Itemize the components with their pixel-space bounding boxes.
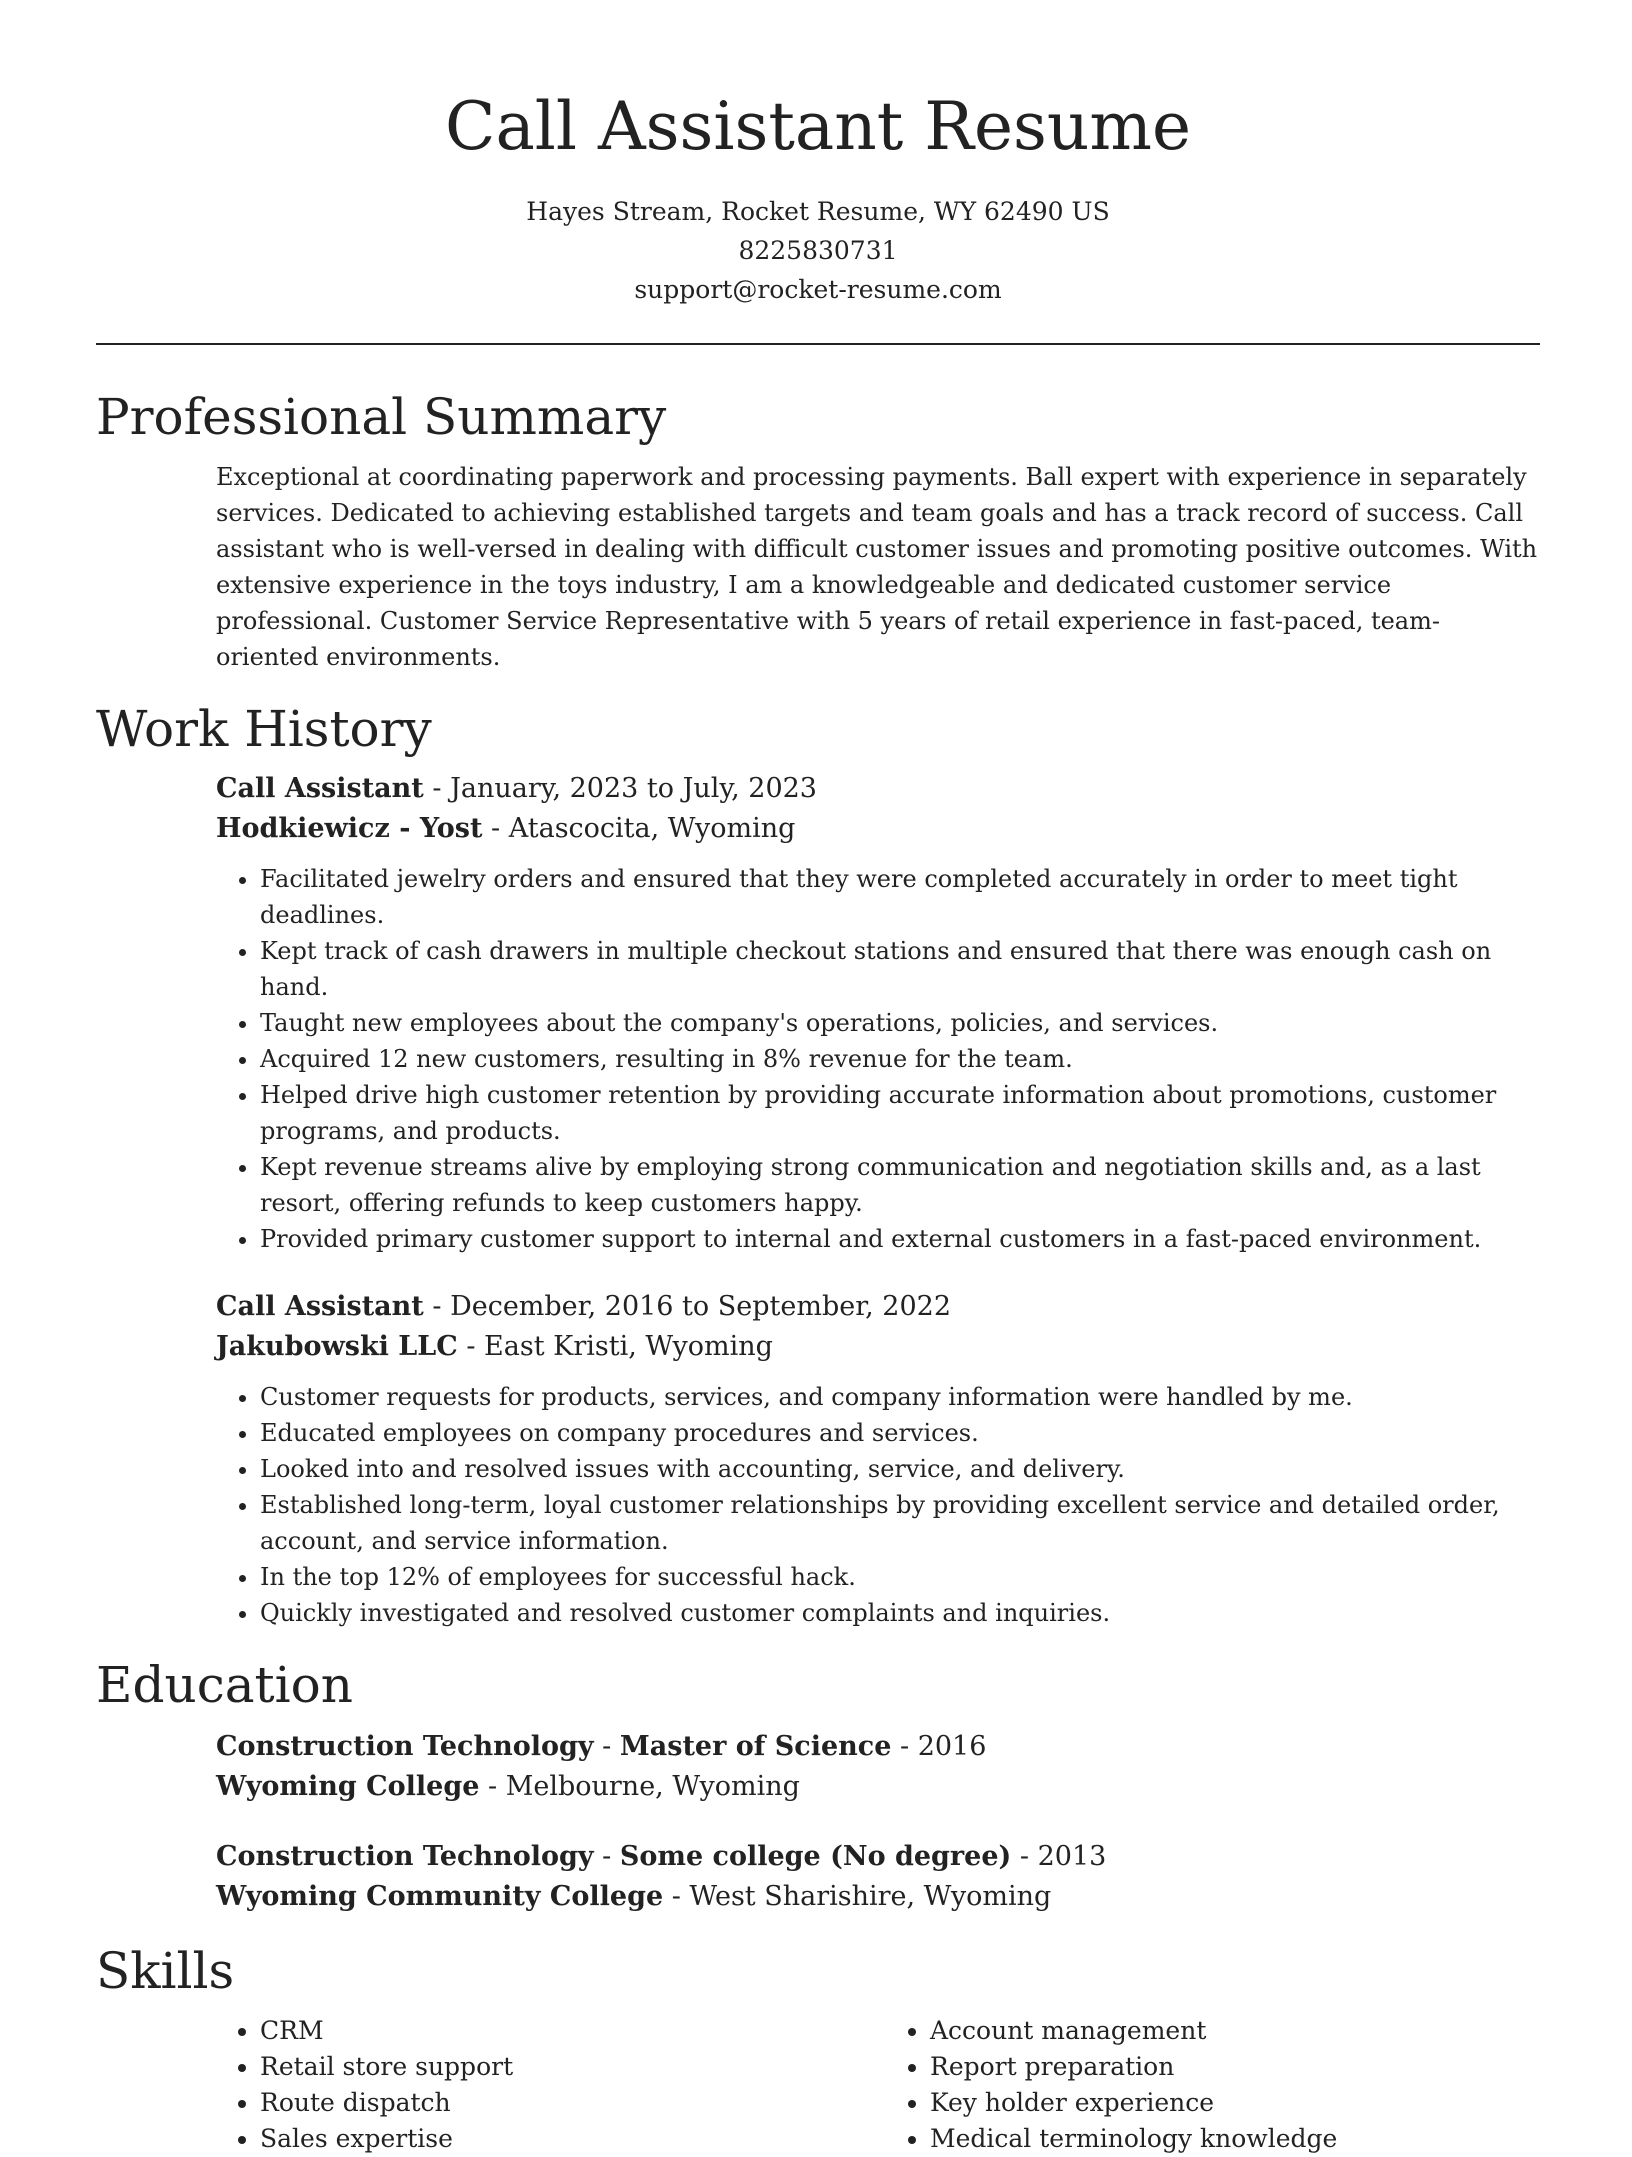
contact-block bbox=[96, 192, 1540, 309]
skill-item: • Report preparation bbox=[930, 2049, 1556, 2085]
summary-text: Exceptional at coordinating paperwork and processing payments. Ball expert with experience in separately services. Dedicated to achieving established targets and team goals and has a track record of success. Call assistant who is well-versed in dealing with difficult customer issues and promoting positive outcomes. With extensive experience in the toys industry, I am a knowledgeable and dedicated customer service professional. Customer Service Representative with 5 years of retail experience in fast-paced, team-oriented environments. bbox=[216, 463, 1538, 671]
job-role: Call Assistant bbox=[216, 1291, 424, 1322]
list-item: • Looked into and resolved issues with accounting, service, and delivery. bbox=[260, 1451, 1540, 1487]
list-item: • Quickly investigated and resolved customer complaints and inquiries. bbox=[260, 1595, 1540, 1631]
list-item: • Facilitated jewelry orders and ensured that they were completed accurately in order to meet tight deadlines. bbox=[260, 861, 1540, 933]
education-section bbox=[216, 1727, 1540, 1917]
education-degree: Some college (No degree) bbox=[619, 1841, 1012, 1872]
list-item: • Acquired 12 new customers, resulting in 8% revenue for the team. bbox=[260, 1041, 1540, 1077]
job-location: - Atascocita, Wyoming bbox=[482, 813, 796, 844]
skills-columns bbox=[216, 2013, 1556, 2157]
skill-item: • Sales expertise bbox=[260, 2121, 886, 2157]
skill-item: • Medical terminology knowledge bbox=[930, 2121, 1556, 2157]
job-role: Call Assistant bbox=[216, 773, 424, 804]
contact-address: Hayes Stream, Rocket Resume, WY 62490 US bbox=[526, 197, 1110, 226]
list-item: • Educated employees on company procedures and services. bbox=[260, 1415, 1540, 1451]
list-item: • Kept track of cash drawers in multiple checkout stations and ensured that there was enough cash on hand. bbox=[260, 933, 1540, 1005]
job-company: Hodkiewicz - Yost bbox=[216, 813, 483, 844]
education-school: Wyoming Community College bbox=[216, 1881, 664, 1912]
education-school-line bbox=[216, 1877, 1540, 1917]
job-company: Jakubowski LLC bbox=[216, 1331, 458, 1362]
education-field: Construction Technology bbox=[216, 1731, 594, 1762]
resume-page bbox=[96, 0, 1540, 2157]
job-company-line bbox=[216, 1327, 1540, 1367]
skills-list-right bbox=[886, 2013, 1556, 2157]
education-entry bbox=[216, 1837, 1540, 1917]
skills-heading: Skills bbox=[96, 1942, 235, 2000]
education-year: 2016 bbox=[917, 1731, 987, 1762]
education-year: 2013 bbox=[1037, 1841, 1107, 1872]
list-item: • Helped drive high customer retention by providing accurate information about promotions, customer programs, and products. bbox=[260, 1077, 1540, 1149]
education-degree: Master of Science bbox=[619, 1731, 892, 1762]
list-item: • Customer requests for products, services, and company information were handled by me. bbox=[260, 1379, 1540, 1415]
education-heading: Education bbox=[96, 1656, 353, 1714]
list-item: • Established long-term, loyal customer relationships by providing excellent service and detailed order, account, and service information. bbox=[260, 1487, 1540, 1559]
skill-item: • CRM bbox=[260, 2013, 886, 2049]
list-item: • In the top 12% of employees for successful hack. bbox=[260, 1559, 1540, 1595]
job-entry bbox=[216, 769, 1540, 1257]
job-dates: - December, 2016 to September, 2022 bbox=[423, 1291, 952, 1322]
education-location: - West Sharishire, Wyoming bbox=[663, 1881, 1052, 1912]
job-entry bbox=[216, 1287, 1540, 1631]
job-company-line bbox=[216, 809, 1540, 849]
job-dates: - January, 2023 to July, 2023 bbox=[423, 773, 817, 804]
education-location: - Melbourne, Wyoming bbox=[479, 1771, 800, 1802]
education-school: Wyoming College bbox=[216, 1771, 480, 1802]
job-title-line bbox=[216, 1287, 1540, 1327]
skills-section bbox=[216, 2013, 1540, 2157]
summary-section bbox=[216, 459, 1540, 675]
header-divider bbox=[96, 343, 1540, 345]
list-item: • Kept revenue streams alive by employing strong communication and negotiation skills and, as a last resort, offering refunds to keep customers happy. bbox=[260, 1149, 1540, 1221]
job-bullets bbox=[216, 861, 1540, 1257]
skill-item: • Retail store support bbox=[260, 2049, 886, 2085]
contact-phone: 8225830731 bbox=[738, 236, 898, 265]
skill-item: • Route dispatch bbox=[260, 2085, 886, 2121]
education-field: Construction Technology bbox=[216, 1841, 594, 1872]
job-title-line bbox=[216, 769, 1540, 809]
education-degree-line: Construction Technology - Master of Science - 2016 bbox=[216, 1731, 987, 1762]
education-school-line bbox=[216, 1767, 1540, 1807]
education-degree-line: Construction Technology - Some college (No degree) - 2013 bbox=[216, 1841, 1107, 1872]
work-history-heading: Work History bbox=[96, 700, 432, 758]
education-entry bbox=[216, 1727, 1540, 1807]
skills-list-left bbox=[216, 2013, 886, 2157]
work-history-section bbox=[216, 769, 1540, 1631]
job-location: - East Kristi, Wyoming bbox=[457, 1331, 773, 1362]
contact-email: support@rocket-resume.com bbox=[634, 275, 1002, 304]
job-bullets bbox=[216, 1379, 1540, 1631]
summary-heading: Professional Summary bbox=[96, 388, 667, 446]
skill-item: • Account management bbox=[930, 2013, 1556, 2049]
resume-title: Call Assistant Resume bbox=[444, 88, 1192, 165]
list-item: • Provided primary customer support to internal and external customers in a fast-paced environment. bbox=[260, 1221, 1540, 1257]
list-item: • Taught new employees about the company's operations, policies, and services. bbox=[260, 1005, 1540, 1041]
skill-item: • Key holder experience bbox=[930, 2085, 1556, 2121]
